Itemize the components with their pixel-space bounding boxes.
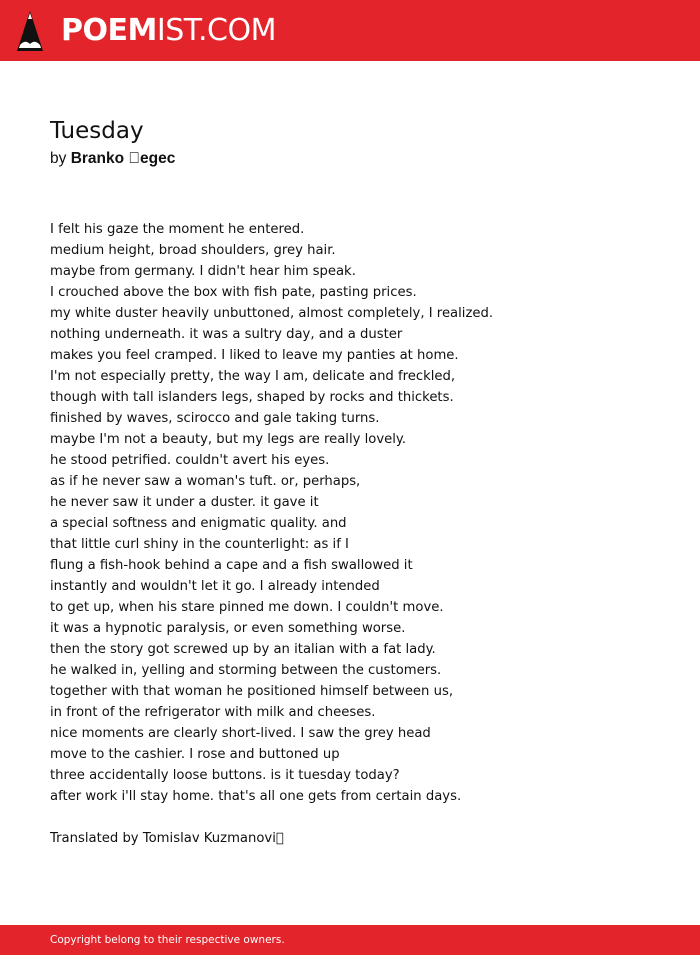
- poem-line: as if he never saw a woman's tuft. or, perhaps,: [50, 474, 361, 489]
- poem-line: he never saw it under a duster. it gave it: [50, 495, 319, 510]
- poem-line: nice moments are clearly short-lived. I saw the grey head: [50, 726, 431, 741]
- pencil-icon: [17, 11, 43, 51]
- translator-note: Translated by Tomislav Kuzmanovi : [50, 831, 284, 846]
- poem-line: to get up, when his stare pinned me down. I couldn't move.: [50, 600, 444, 615]
- poem-line: a special softness and enigmatic quality. and: [50, 516, 347, 531]
- poem-line: finished by waves, scirocco and gale taking turns.: [50, 411, 380, 426]
- poem-line: though with tall islanders legs, shaped by rocks and thickets.: [50, 390, 454, 405]
- copyright-text: Copyright belong to their respective owners.: [50, 933, 285, 946]
- by-label: by: [50, 150, 67, 167]
- poem-line: he walked in, yelling and storming between the customers.: [50, 663, 442, 678]
- poem-body: [50, 219, 650, 807]
- poem-title: Tuesday: [50, 118, 144, 144]
- poem-line: nothing underneath. it was a sultry day, and a duster: [50, 327, 403, 342]
- poem-line: he stood petrified. couldn't avert his eyes.: [50, 453, 330, 468]
- poem-line: three accidentally loose buttons. is it tuesday today?: [50, 768, 400, 783]
- poem-line: I crouched above the box with fish pate, pasting prices.: [50, 285, 417, 300]
- poem-line: then the story got screwed up by an italian with a fat lady.: [50, 642, 436, 657]
- poem-line: I'm not especially pretty, the way I am, delicate and freckled,: [50, 369, 456, 384]
- poem-line: together with that woman he positioned himself between us,: [50, 684, 454, 699]
- brand-bold-text: POEM: [61, 12, 157, 48]
- poem-line: move to the cashier. I rose and buttoned up: [50, 747, 340, 762]
- poem-author: Branko  egec: [70, 150, 176, 167]
- poem-line: my white duster heavily unbuttoned, almost completely, I realized.: [50, 306, 494, 321]
- poem-line: in front of the refrigerator with milk and cheeses.: [50, 705, 376, 720]
- site-logo-text[interactable]: [61, 12, 276, 48]
- site-footer: [0, 925, 700, 955]
- poem-line: maybe I'm not a beauty, but my legs are really lovely.: [50, 432, 407, 447]
- poem-line: that little curl shiny in the counterlight: as if I: [50, 537, 349, 552]
- poem-line: instantly and wouldn't let it go. I already intended: [50, 579, 380, 594]
- site-header: [0, 0, 700, 61]
- brand-light-text: IST.COM: [156, 12, 276, 48]
- poem-line: it was a hypnotic paralysis, or even something worse.: [50, 621, 406, 636]
- poem-line: medium height, broad shoulders, grey hair.: [50, 243, 336, 258]
- poem-line: I felt his gaze the moment he entered.: [50, 222, 305, 237]
- poem-line: makes you feel cramped. I liked to leave my panties at home.: [50, 348, 459, 363]
- poem-line: flung a fish-hook behind a cape and a fish swallowed it: [50, 558, 413, 573]
- poem-line: maybe from germany. I didn't hear him speak.: [50, 264, 356, 279]
- poem-line: after work i'll stay home. that's all one gets from certain days.: [50, 789, 462, 804]
- poem-byline: [50, 149, 175, 169]
